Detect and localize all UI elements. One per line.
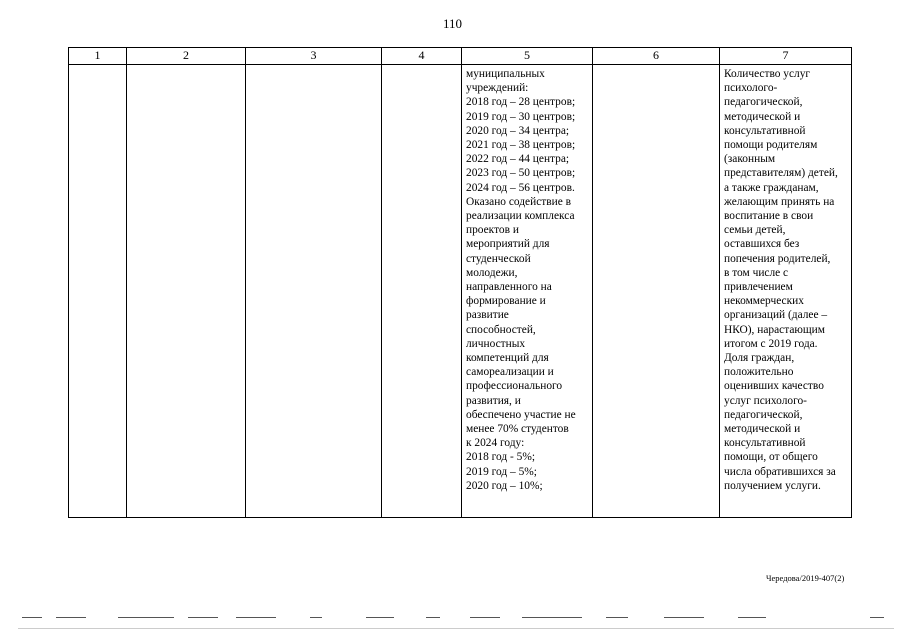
cell-col1 (69, 65, 127, 518)
cell-col7 (720, 65, 852, 518)
column-header-4: 4 (382, 48, 462, 65)
cell-col4 (382, 65, 462, 518)
header-row (69, 48, 852, 65)
cell-col5 (462, 65, 593, 518)
cell-col2 (127, 65, 246, 518)
column-header-1: 1 (69, 48, 127, 65)
results-text: муниципальных учреждений: 2018 год – 28 центров; 2019 год – 30 центров; 2020 год – 34 центра; 2021 год – 38 центров; 2022 год – 44 центра; 2023 год – 50 центров; 2024 год – 56 центров. Оказано содействие в реализации комплекса проектов и мероприятий для студенческой молодежи, направленного на формирование и развитие способностей, личностных компетенций для самореализации и профессионального развития, и обеспечено участие не менее 70% студентов к 2024 году: 2018 год - 5%; 2019 год – 5%; 2020 год – 10%; (466, 68, 576, 492)
cell-col6 (593, 65, 720, 518)
page-number: 110 (442, 16, 463, 31)
column-header-7: 7 (720, 48, 852, 65)
column-header-6: 6 (593, 48, 720, 65)
column-header-5: 5 (462, 48, 593, 65)
column-header-2: 2 (127, 48, 246, 65)
document-table (68, 47, 852, 518)
document-reference: Чередова/2019-407(2) (766, 573, 845, 583)
cell-col3 (246, 65, 382, 518)
column-header-3: 3 (246, 48, 382, 65)
indicators-text: Количество услуг психолого- педагогической, методической и консультативной помощи родителям (законным представителям) детей, а также гражданам, желающим принять на воспитание в свои семьи детей, оставшихся без попечения родителей, в том числе с привлечением некоммерческих организаций (далее – НКО), нарастающим итогом с 2019 года. Доля граждан, положительно оценивших качество услуг психолого- педагогической, методической и консультативной помощи, от общего числа обратившихся за получением услуги. (724, 68, 838, 492)
table-row (69, 65, 852, 518)
